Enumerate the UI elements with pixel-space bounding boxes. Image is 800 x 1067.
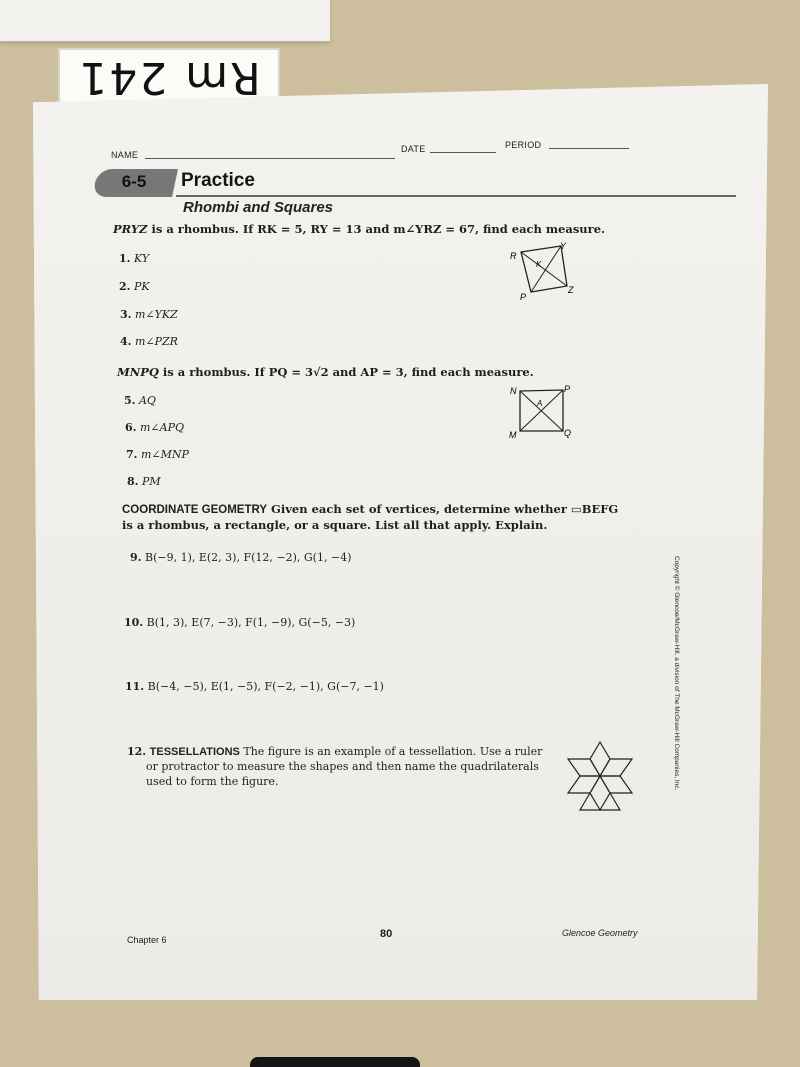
rhombus-tile xyxy=(568,776,600,793)
hexagon-edge xyxy=(600,793,620,810)
problem-number: 6. xyxy=(125,421,137,434)
footer-chapter: Chapter 6 xyxy=(127,935,167,945)
vertex-label-m: M xyxy=(509,430,517,440)
problem-text: AQ xyxy=(138,394,156,407)
vertex-label-z: Z xyxy=(568,285,574,295)
name-line xyxy=(145,158,395,159)
problem-text: B(−4, −5), E(1, −5), F(−2, −1), G(−7, −1) xyxy=(147,680,384,693)
problem-text: m∠MNP xyxy=(140,448,189,461)
problem-text: B(−9, 1), E(2, 3), F(12, −2), G(1, −4) xyxy=(144,551,352,564)
section4-line1: The figure is an example of a tessellation. Use a ruler xyxy=(243,745,543,758)
vertex-label-p: P xyxy=(564,384,571,394)
problem-number: 12. xyxy=(127,745,147,758)
section4-line3: used to form the figure. xyxy=(146,775,279,788)
lesson-number: 6-5 xyxy=(121,172,147,191)
page-title: Practice xyxy=(181,170,255,191)
vertex-label-y: Y xyxy=(560,241,567,251)
problem-3 xyxy=(120,308,178,321)
problem-text: KY xyxy=(133,252,150,265)
problem-8 xyxy=(127,475,161,488)
problem-6 xyxy=(125,421,184,434)
problem-number: 7. xyxy=(126,448,138,461)
section3-prompt-text: Given each set of vertices, determine whether ▭BEFG xyxy=(271,502,619,516)
vertex-label-p: P xyxy=(520,292,527,302)
problem-text: PM xyxy=(141,475,161,488)
vertex-label-q: Q xyxy=(564,428,572,438)
section2-prompt xyxy=(117,365,534,379)
problem-1 xyxy=(119,252,149,265)
section1-figure-name: PRYZ xyxy=(113,222,148,236)
period-line xyxy=(549,148,629,149)
problem-number: 2. xyxy=(119,280,131,293)
background-paper xyxy=(0,0,330,42)
footer-book-title: Glencoe Geometry xyxy=(562,928,638,938)
section2-prompt-text: is a rhombus. If PQ = 3√2 and AP = 3, find each measure. xyxy=(158,365,534,379)
date-line xyxy=(430,152,496,153)
copyright-notice: Copyright © Glencoe/McGraw-Hill, a division of The McGraw-Hill Companies, Inc. xyxy=(673,556,680,791)
diagonal-yp xyxy=(531,246,561,292)
problem-2 xyxy=(119,280,150,293)
rhombus-pryz-figure xyxy=(505,240,585,304)
name-label: NAME xyxy=(111,150,139,160)
rhombus-tile xyxy=(590,776,610,810)
problem-text: B(1, 3), E(7, −3), F(1, −9), G(−5, −3) xyxy=(146,616,356,629)
hexagon-edge xyxy=(580,793,600,810)
vertex-label-r: R xyxy=(510,251,517,261)
title-rule xyxy=(176,195,736,197)
problem-9 xyxy=(130,551,351,564)
problem-text: PK xyxy=(133,280,150,293)
rhombus-tile xyxy=(590,742,610,776)
problem-number: 1. xyxy=(119,252,131,265)
problem-number: 9. xyxy=(130,551,142,564)
problem-number: 10. xyxy=(124,616,144,629)
section3-prompt-line1 xyxy=(122,502,618,516)
room-sign-text: Rm 241 xyxy=(77,52,261,103)
problem-7 xyxy=(126,448,189,461)
section3-heading: COORDINATE GEOMETRY xyxy=(122,504,268,516)
problem-number: 4. xyxy=(120,335,132,348)
problem-number: 3. xyxy=(120,308,132,321)
problem-4 xyxy=(120,335,178,348)
problem-12 xyxy=(127,745,542,758)
problem-text: m∠YKZ xyxy=(134,308,178,321)
rhombus-tile xyxy=(600,759,632,776)
section2-figure-name: MNPQ xyxy=(117,365,159,379)
footer-page-number: 80 xyxy=(380,928,393,940)
center-label-k: K xyxy=(536,260,542,269)
date-label: DATE xyxy=(401,144,426,154)
problem-11 xyxy=(125,680,384,693)
problem-text: m∠APQ xyxy=(139,421,184,434)
problem-10 xyxy=(124,616,355,629)
page-subtitle: Rhombi and Squares xyxy=(183,199,334,216)
section3-prompt-line2: is a rhombus, a rectangle, or a square. List all that apply. Explain. xyxy=(122,518,548,532)
problem-text: m∠PZR xyxy=(134,335,178,348)
rhombus-tile xyxy=(568,759,600,776)
section4-heading: TESSELLATIONS xyxy=(149,746,240,758)
center-label-a: A xyxy=(537,399,543,408)
section4-line2: or protractor to measure the shapes and then name the quadrilaterals xyxy=(146,760,539,773)
problem-5 xyxy=(124,394,156,407)
period-label: PERIOD xyxy=(505,140,542,150)
problem-number: 8. xyxy=(127,475,139,488)
vertex-label-n: N xyxy=(510,386,517,396)
rhombus-tile xyxy=(600,776,632,793)
device-edge xyxy=(250,1057,420,1067)
problem-number: 5. xyxy=(124,394,136,407)
tessellation-figure xyxy=(560,738,640,830)
section1-prompt-text: is a rhombus. If RK = 5, RY = 13 and m∠YRZ = 67, find each measure. xyxy=(147,222,606,236)
problem-number: 11. xyxy=(125,680,145,693)
rhombus-mnpq-figure xyxy=(505,383,585,441)
section1-prompt xyxy=(113,222,605,236)
